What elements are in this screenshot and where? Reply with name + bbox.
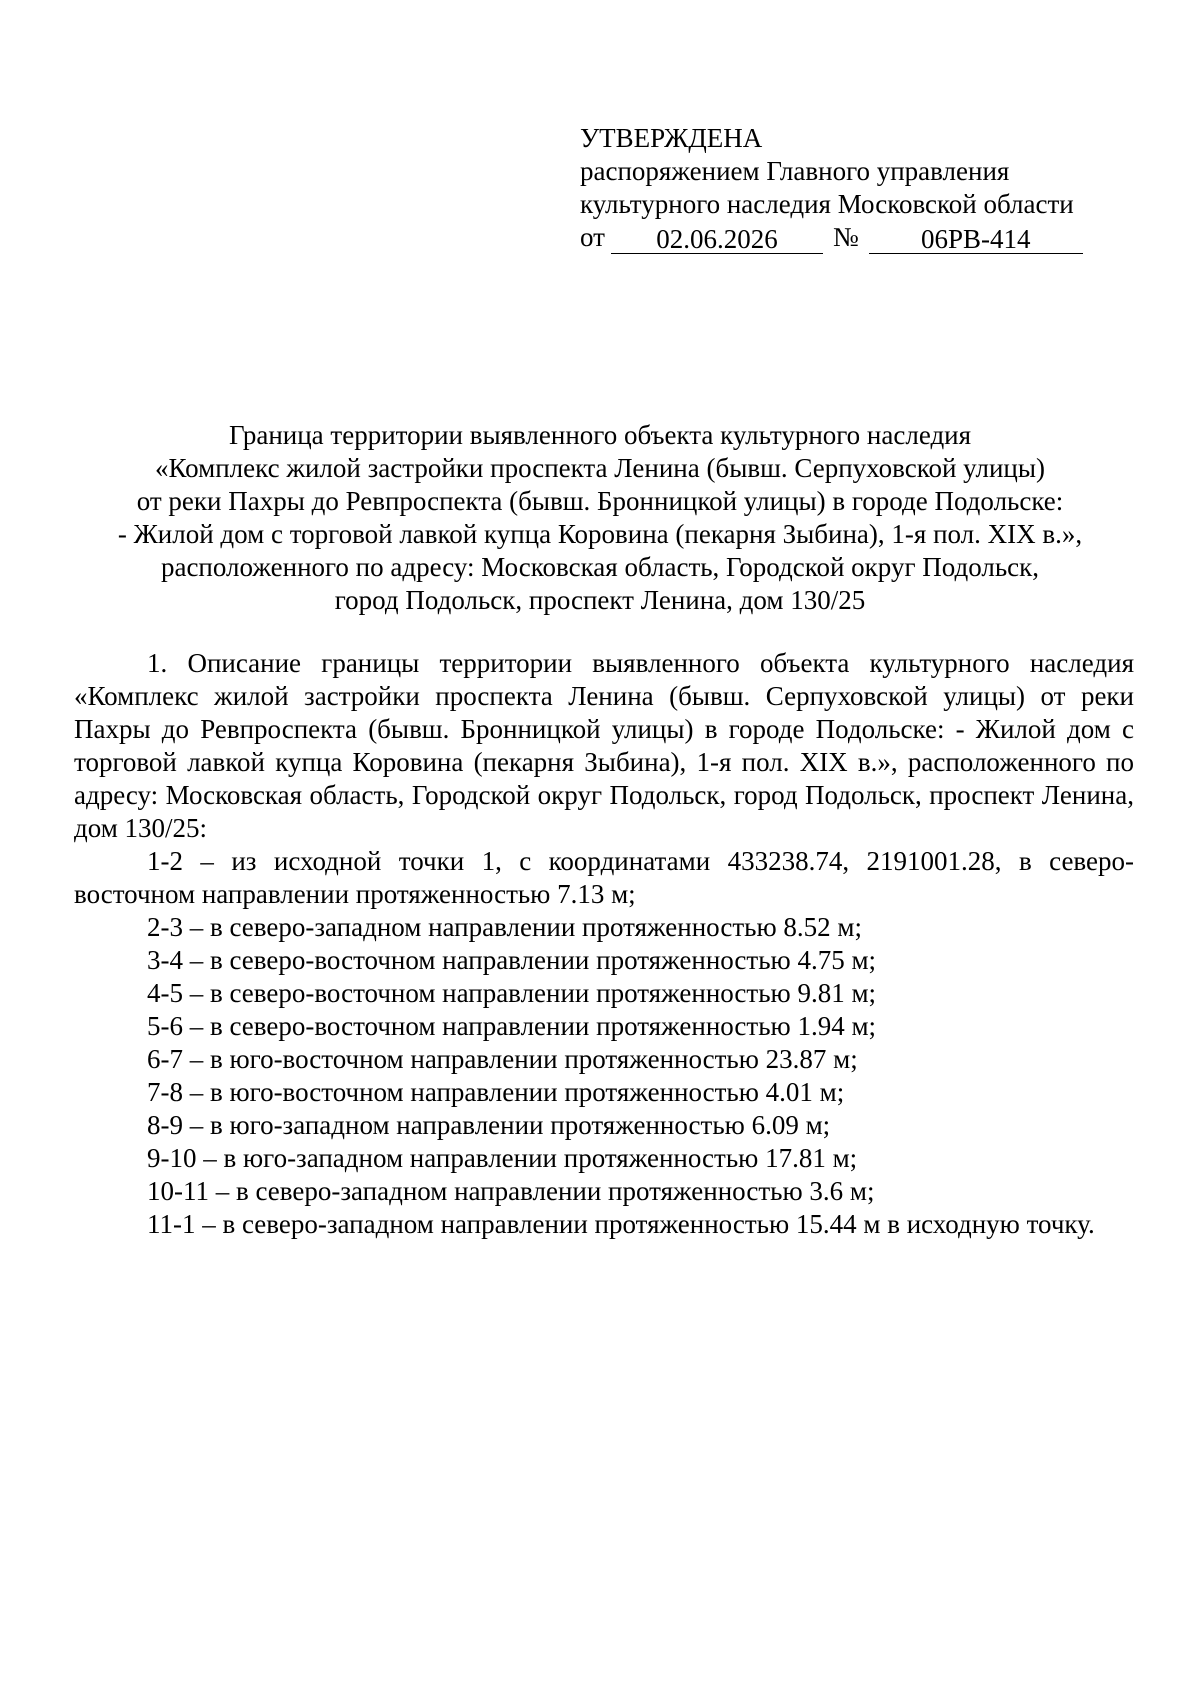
title-line: город Подольск, проспект Ленина, дом 130/25: [334, 585, 866, 615]
boundary-segment: 3-4 – в северо-восточном направлении протяженностью 4.75 м;: [147, 945, 877, 975]
description-intro: 1. Описание границы территории выявленного объекта культурного наследия «Комплекс жилой застройки проспекта Ленина (бывш. Серпуховской улицы) от реки Пахры до Ревпроспекта (бывш. Бронницкой улицы) в городе Подольске: - Жилой дом с торговой лавкой купца Коровина (пекарня Зыбина), 1-я пол. XIX в.», расположенного по адресу: Московская область, Городской округ Подольск, город Подольск, проспект Ленина, дом 130/25:: [74, 648, 1134, 843]
approval-date: 02.06.2026: [611, 225, 823, 254]
boundary-description: [74, 647, 1134, 1241]
boundary-segment: 5-6 – в северо-восточном направлении протяженностью 1.94 м;: [147, 1011, 877, 1041]
boundary-segment: 10-11 – в северо-западном направлении протяженностью 3.6 м;: [147, 1176, 875, 1206]
title-line: расположенного по адресу: Московская область, Городской округ Подольск,: [160, 552, 1040, 582]
approval-line-2: культурного наследия Московской области: [580, 189, 1074, 219]
boundary-segment: 9-10 – в юго-западном направлении протяженностью 17.81 м;: [147, 1143, 858, 1173]
boundary-segment: 6-7 – в юго-восточном направлении протяженностью 23.87 м;: [147, 1044, 858, 1074]
approval-line-1: распоряжением Главного управления: [580, 156, 1010, 186]
boundary-segment: 2-3 – в северо-западном направлении протяженностью 8.52 м;: [147, 912, 862, 942]
document-title: [60, 419, 1140, 617]
approval-number: 06РВ-414: [869, 225, 1083, 254]
approval-heading: УТВЕРЖДЕНА: [580, 123, 763, 153]
date-prefix: от: [580, 222, 605, 252]
title-line: Граница территории выявленного объекта культурного наследия: [228, 420, 972, 450]
boundary-segment: 11-1 – в северо-западном направлении протяженностью 15.44 м в исходную точку.: [147, 1209, 1095, 1239]
title-line: «Комплекс жилой застройки проспекта Ленина (бывш. Серпуховской улицы): [155, 453, 1045, 483]
number-sign: №: [832, 222, 859, 252]
boundary-segment: 7-8 – в юго-восточном направлении протяженностью 4.01 м;: [147, 1077, 845, 1107]
approval-stamp: [580, 122, 1120, 254]
boundary-segment: 4-5 – в северо-восточном направлении протяженностью 9.81 м;: [147, 978, 877, 1008]
boundary-segment: 1-2 – из исходной точки 1, с координатами 433238.74, 2191001.28, в северо-восточном направлении протяженностью 7.13 м;: [74, 846, 1134, 909]
title-line: - Жилой дом с торговой лавкой купца Коровина (пекарня Зыбина), 1-я пол. XIX в.»,: [117, 519, 1083, 549]
approval-date-row: [580, 221, 1120, 254]
title-line: от реки Пахры до Ревпроспекта (бывш. Бронницкой улицы) в городе Подольске:: [136, 486, 1064, 516]
boundary-segment: 8-9 – в юго-западном направлении протяженностью 6.09 м;: [147, 1110, 831, 1140]
